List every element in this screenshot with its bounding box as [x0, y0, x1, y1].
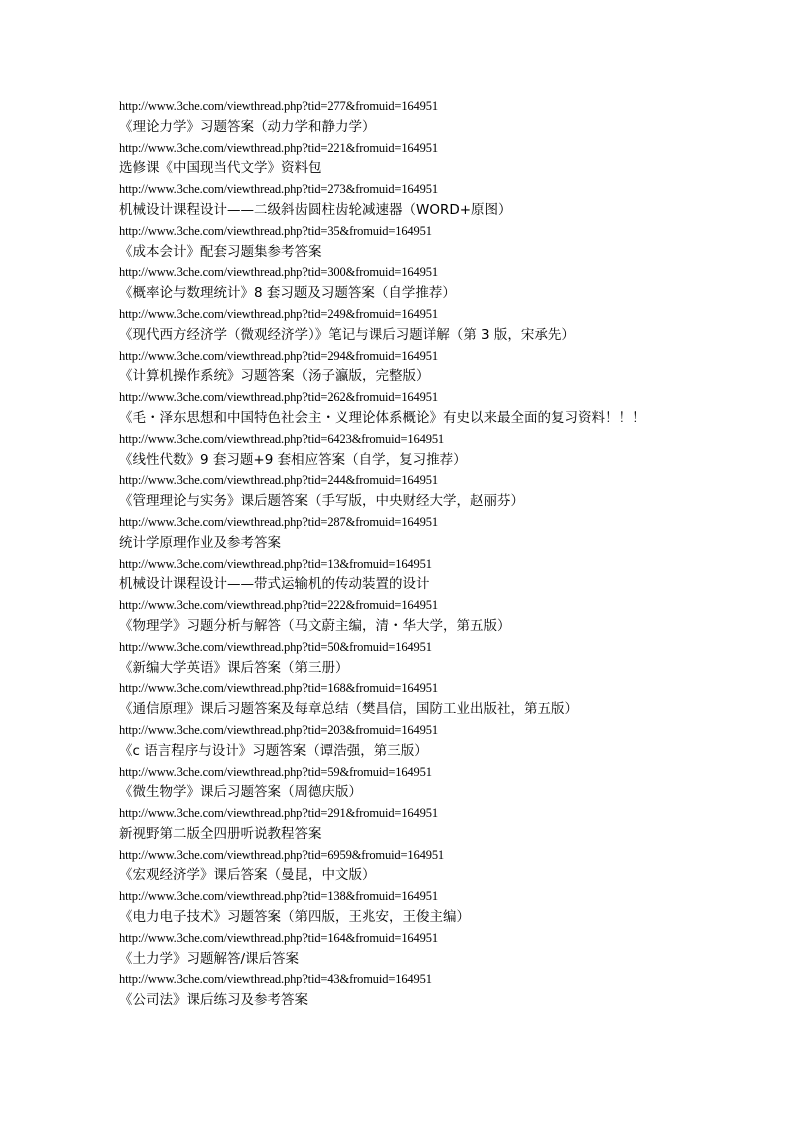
- entry-title: 统计学原理作业及参考答案: [119, 534, 281, 551]
- entry-url-link[interactable]: http://www.3che.com/viewthread.php?tid=6423&fromuid=164951: [119, 431, 445, 446]
- entry-url-line: [119, 429, 779, 450]
- entry-url-line: [119, 678, 779, 699]
- entry-url-link[interactable]: http://www.3che.com/viewthread.php?tid=164&fromuid=164951: [119, 930, 438, 945]
- entry-title: 机械设计课程设计——二级斜齿圆柱齿轮减速器（WORD+原图）: [119, 201, 512, 218]
- entry-title: 《物理学》习题分析与解答（马文蔚主编，清・华大学，第五版）: [119, 617, 511, 634]
- entry-url-link[interactable]: http://www.3che.com/viewthread.php?tid=221&fromuid=164951: [119, 140, 438, 155]
- entry-url-line: [119, 637, 779, 658]
- entry-url-line: [119, 346, 779, 367]
- entry-title: 《公司法》课后练习及参考答案: [119, 992, 308, 1009]
- entry-url-link[interactable]: http://www.3che.com/viewthread.php?tid=43&fromuid=164951: [119, 972, 432, 987]
- entry-url-link[interactable]: http://www.3che.com/viewthread.php?tid=203&fromuid=164951: [119, 722, 438, 737]
- entry-url-link[interactable]: http://www.3che.com/viewthread.php?tid=222&fromuid=164951: [119, 598, 438, 613]
- entry-url-link[interactable]: http://www.3che.com/viewthread.php?tid=50&fromuid=164951: [119, 639, 432, 654]
- entry-url-link[interactable]: http://www.3che.com/viewthread.php?tid=287&fromuid=164951: [119, 514, 438, 529]
- entry-url-line: [119, 720, 779, 741]
- entry-title: 《宏观经济学》课后答案（曼昆，中文版）: [119, 867, 376, 884]
- entry-url-line: [119, 762, 779, 783]
- entry-title: 选修课《中国现当代文学》资料包: [119, 160, 322, 177]
- entry-url-line: [119, 470, 779, 491]
- entry-title: 《通信原理》课后习题答案及每章总结（樊昌信，国防工业出版社，第五版）: [119, 701, 578, 718]
- entry-title: 《成本会计》配套习题集参考答案: [119, 243, 322, 260]
- entry-url-link[interactable]: http://www.3che.com/viewthread.php?tid=277&fromuid=164951: [119, 99, 438, 113]
- entry-url-line: [119, 262, 779, 283]
- entry-title: 《c 语言程序与设计》习题答案（谭浩强，第三版）: [119, 742, 428, 759]
- entry-url-line: [119, 595, 779, 616]
- entry-title: 《毛・泽东思想和中国特色社会主・义理论体系概论》有史以来最全面的复习资料！！！: [119, 409, 646, 426]
- entry-title: 《土力学》习题解答/课后答案: [119, 950, 300, 967]
- entry-url-link[interactable]: http://www.3che.com/viewthread.php?tid=273&fromuid=164951: [119, 182, 438, 197]
- entry-url-line: [119, 554, 779, 575]
- entry-url-link[interactable]: http://www.3che.com/viewthread.php?tid=138&fromuid=164951: [119, 889, 438, 904]
- entry-title: 《管理理论与实务》课后题答案（手写版，中央财经大学，赵丽芬）: [119, 493, 524, 510]
- entry-url-link[interactable]: http://www.3che.com/viewthread.php?tid=59&fromuid=164951: [119, 764, 432, 779]
- entry-title: 机械设计课程设计——带式运输机的传动装置的设计: [119, 576, 430, 593]
- entry-url-line: [119, 304, 779, 325]
- entry-title: 《理论力学》习题答案（动力学和静力学）: [119, 118, 376, 135]
- entry-url-link[interactable]: http://www.3che.com/viewthread.php?tid=6959&fromuid=164951: [119, 847, 445, 862]
- entry-url-link[interactable]: http://www.3che.com/viewthread.php?tid=262&fromuid=164951: [119, 390, 438, 405]
- entry-url-link[interactable]: http://www.3che.com/viewthread.php?tid=35&fromuid=164951: [119, 223, 432, 238]
- resource-list: [119, 96, 779, 1011]
- entry-title: 新视野第二版全四册听说教程答案: [119, 825, 322, 842]
- entry-title: 《计算机操作系统》习题答案（汤子瀛版，完整版）: [119, 368, 430, 385]
- entry-title: 《电力电子技术》习题答案（第四版，王兆安，王俊主编）: [119, 909, 470, 926]
- entry-url-link[interactable]: http://www.3che.com/viewthread.php?tid=244&fromuid=164951: [119, 473, 438, 488]
- entry-url-line: [119, 845, 779, 866]
- entry-url-link[interactable]: http://www.3che.com/viewthread.php?tid=168&fromuid=164951: [119, 681, 438, 696]
- entry-title: 《微生物学》课后习题答案（周德庆版）: [119, 784, 362, 801]
- entry-url-line: [119, 803, 779, 824]
- entry-title: 《线性代数》9 套习题+9 套相应答案（自学，复习推荐）: [119, 451, 467, 468]
- entry-title: 《新编大学英语》课后答案（第三册）: [119, 659, 349, 676]
- entry-url-line: [119, 179, 779, 200]
- entry-url-link[interactable]: http://www.3che.com/viewthread.php?tid=294&fromuid=164951: [119, 348, 438, 363]
- entry-url-line: [119, 96, 779, 117]
- entry-url-line: [119, 138, 779, 159]
- entry-title: 《现代西方经济学（微观经济学）》笔记与课后习题详解（第 3 版，宋承先）: [119, 326, 575, 343]
- entry-url-line: [119, 969, 779, 990]
- entry-url-line: [119, 512, 779, 533]
- entry-url-line: [119, 886, 779, 907]
- entry-url-line: [119, 928, 779, 949]
- entry-url-link[interactable]: http://www.3che.com/viewthread.php?tid=300&fromuid=164951: [119, 265, 438, 280]
- entry-url-line: [119, 221, 779, 242]
- entry-url-link[interactable]: http://www.3che.com/viewthread.php?tid=291&fromuid=164951: [119, 806, 438, 821]
- entry-url-link[interactable]: http://www.3che.com/viewthread.php?tid=13&fromuid=164951: [119, 556, 432, 571]
- entry-url-line: [119, 387, 779, 408]
- entry-title: 《概率论与数理统计》8 套习题及习题答案（自学推荐）: [119, 285, 456, 302]
- entry-url-link[interactable]: http://www.3che.com/viewthread.php?tid=249&fromuid=164951: [119, 306, 438, 321]
